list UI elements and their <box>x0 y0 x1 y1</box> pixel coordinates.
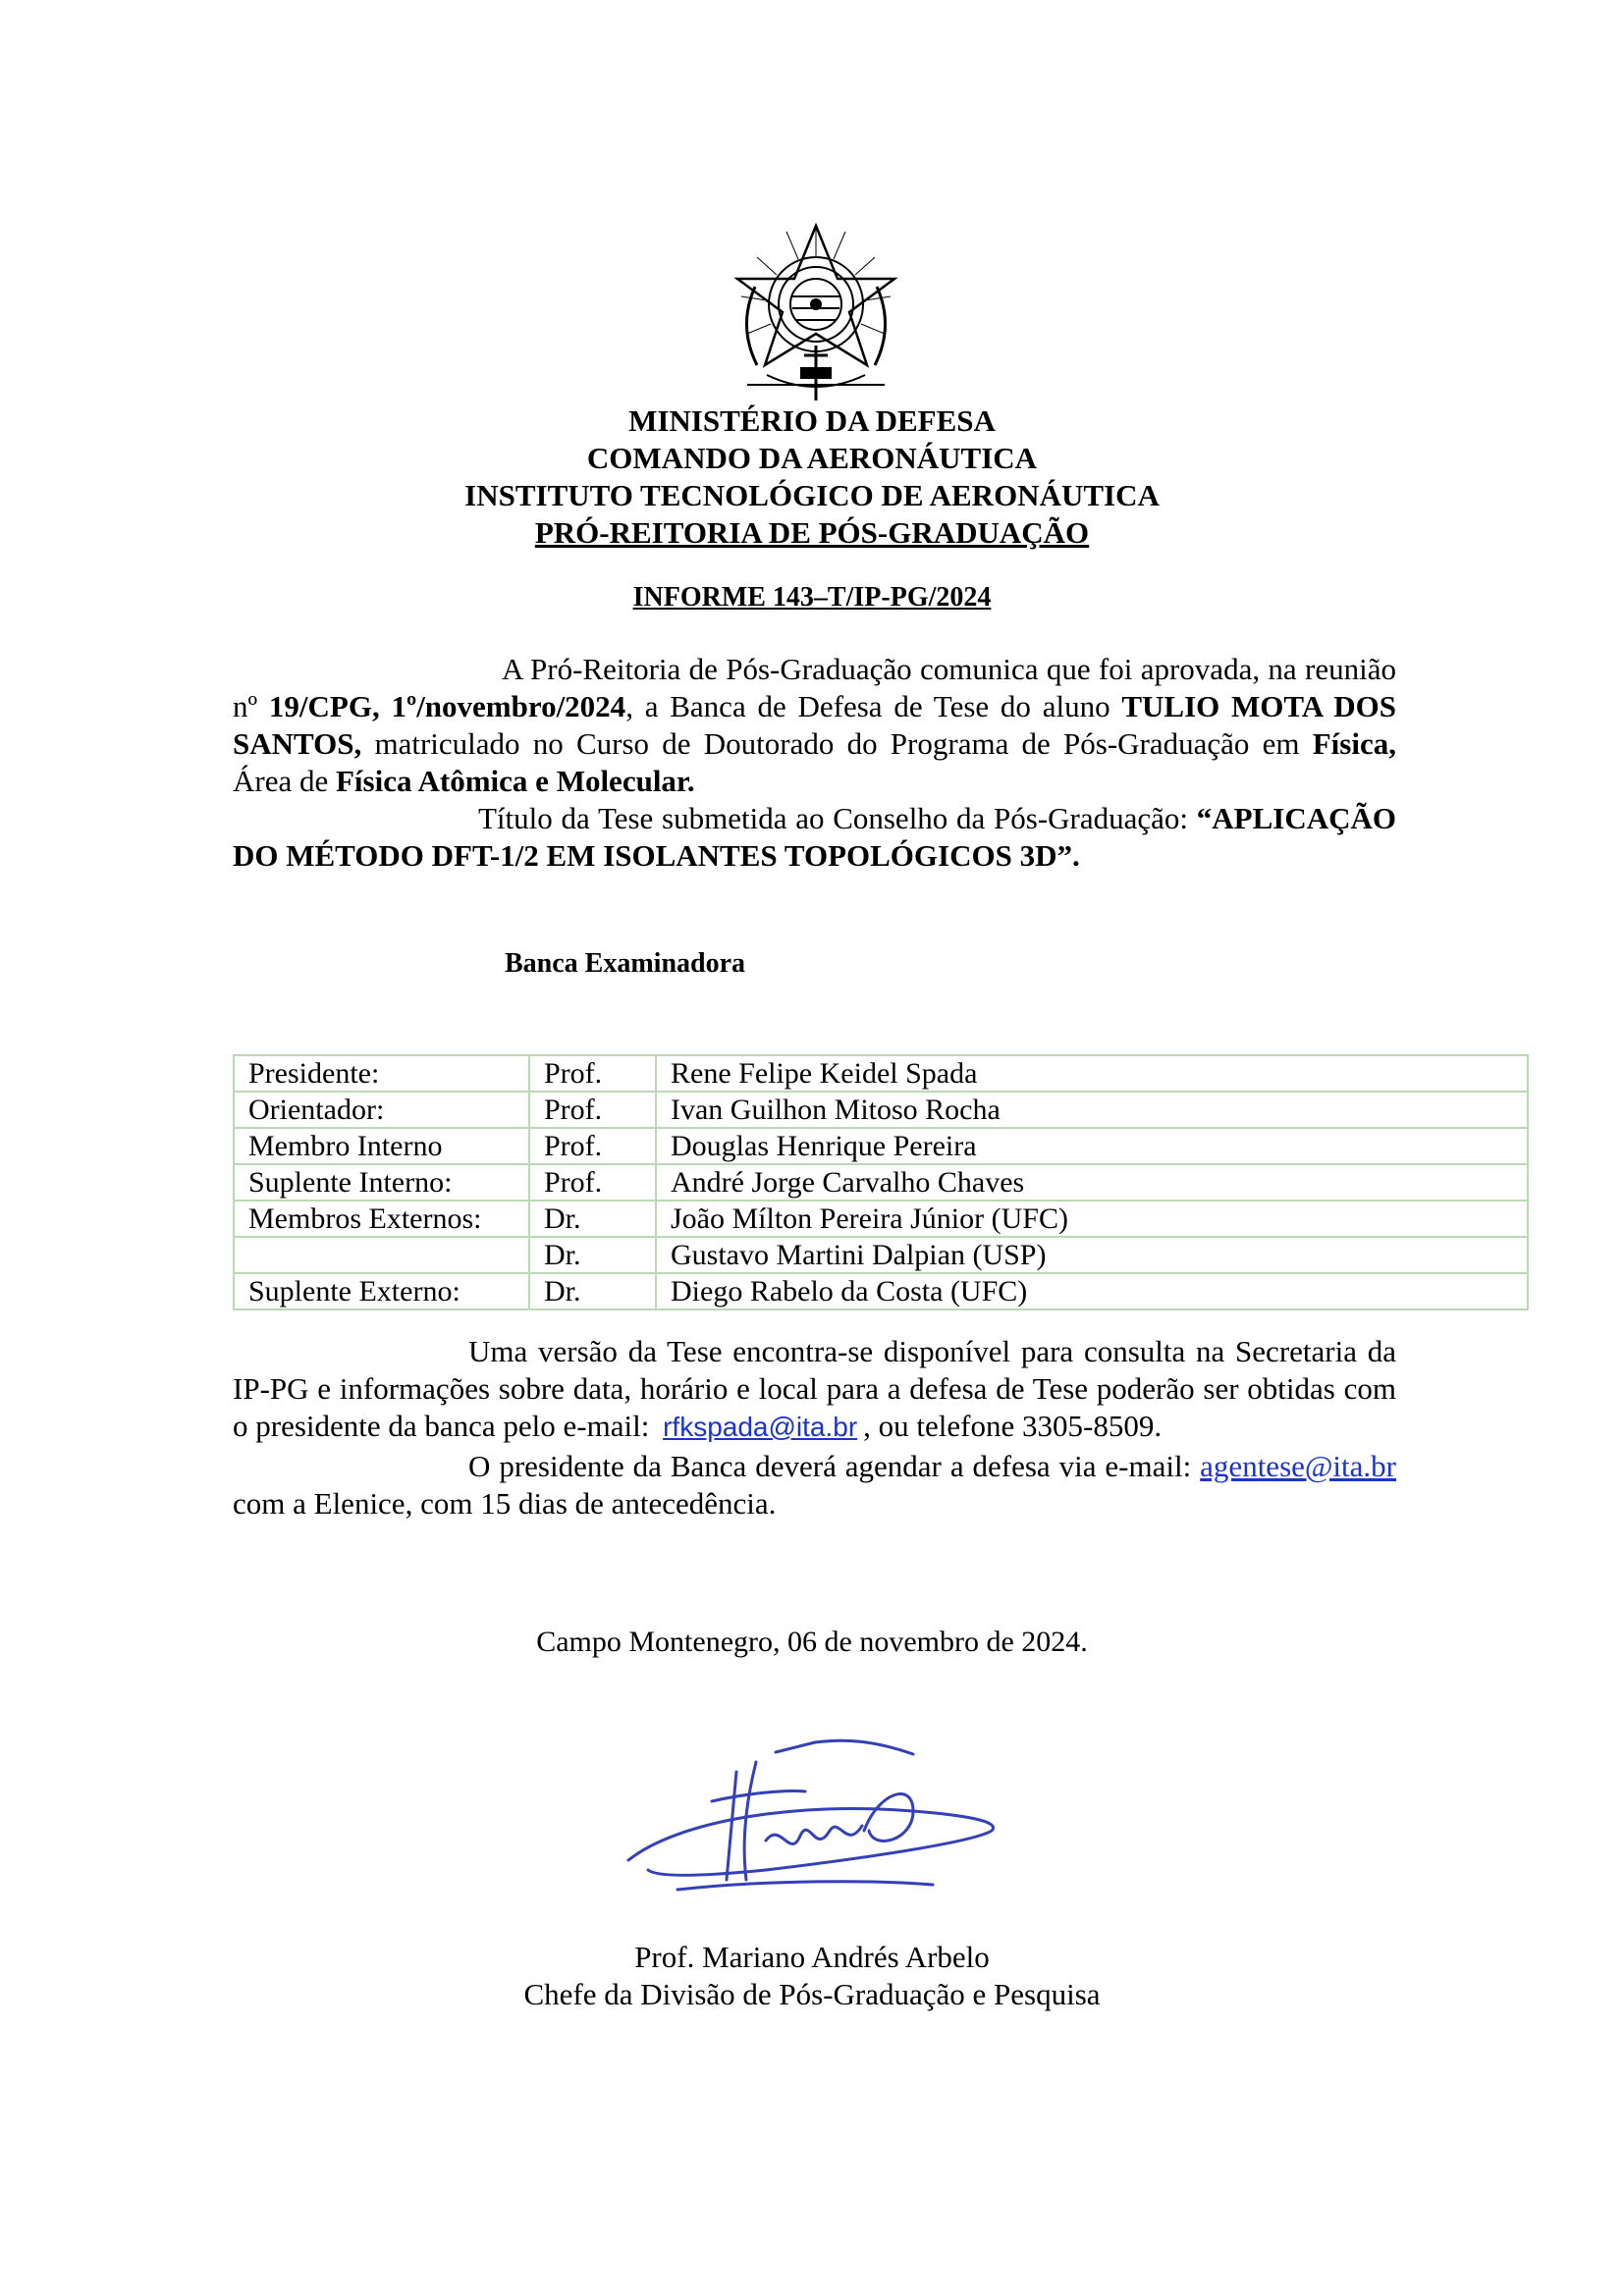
availability-paragraph <box>233 1333 1396 1446</box>
committee-role: Orientador: <box>234 1092 529 1128</box>
committee-title: Dr. <box>529 1201 656 1237</box>
signer-name: Prof. Mariano Andrés Arbelo <box>634 1940 990 1974</box>
text-run: matriculado no Curso de Doutorado do Programa de Pós-Graduação em <box>361 726 1313 761</box>
letterhead <box>0 402 1624 552</box>
committee-heading: Banca Examinadora <box>505 948 746 979</box>
signer-position: Chefe da Divisão de Pós-Graduação e Pesquisa <box>523 1977 1101 2011</box>
committee-row <box>234 1273 1528 1309</box>
document-number: INFORME 143–T/IP-PG/2024 <box>632 582 992 613</box>
text-run: A Pró-Reitoria de Pós-Graduação comunica que foi aprovada, na reunião nº <box>233 652 1396 723</box>
committee-member-name: Gustavo Martini Dalpian (USP) <box>656 1237 1528 1273</box>
text-run: Título da Tese submetida ao Conselho da Pós-Graduação: <box>478 801 1197 835</box>
program-name: Física, <box>1312 726 1396 761</box>
approval-paragraph <box>233 651 1396 800</box>
committee-role: Membro Interno <box>234 1128 529 1164</box>
header-institute: INSTITUTO TECNOLÓGICO DE AERONÁUTICA <box>464 478 1160 512</box>
president-email-link[interactable]: rfkspada@ita.br <box>663 1412 858 1442</box>
meeting-reference: 19/CPG, 1º/novembro/2024 <box>268 689 626 723</box>
text-run: O presidente da Banca deverá agendar a defesa via e-mail: <box>468 1449 1201 1483</box>
committee-role: Suplente Interno: <box>234 1164 529 1201</box>
committee-title: Dr. <box>529 1237 656 1273</box>
area-name: Física Atômica e Molecular. <box>336 764 695 798</box>
scheduling-paragraph <box>233 1448 1396 1522</box>
committee-role <box>234 1237 529 1273</box>
committee-member-name: André Jorge Carvalho Chaves <box>656 1164 1528 1201</box>
committee-member-name: Diego Rabelo da Costa (UFC) <box>656 1273 1528 1309</box>
thesis-title-paragraph <box>233 800 1396 875</box>
committee-row <box>234 1201 1528 1237</box>
committee-member-name: Rene Felipe Keidel Spada <box>656 1055 1528 1092</box>
place-and-date: Campo Montenegro, 06 de novembro de 2024. <box>536 1626 1088 1658</box>
thesis-title: “APLICAÇÃO DO MÉTODO DFT-1/2 EM ISOLANTES TOPOLÓGICOS 3D”. <box>233 801 1396 873</box>
committee-title: Prof. <box>529 1055 656 1092</box>
committee-title: Prof. <box>529 1092 656 1128</box>
text-run: com a Elenice, com 15 dias de antecedência. <box>233 1486 777 1521</box>
committee-member-name: João Mílton Pereira Júnior (UFC) <box>656 1201 1528 1237</box>
committee-role: Presidente: <box>234 1055 529 1092</box>
committee-title: Prof. <box>529 1164 656 1201</box>
committee-row <box>234 1164 1528 1201</box>
committee-row <box>234 1128 1528 1164</box>
signer-block <box>0 1939 1624 2013</box>
committee-member-name: Douglas Henrique Pereira <box>656 1128 1528 1164</box>
header-department: PRÓ-REITORIA DE PÓS-GRADUAÇÃO <box>534 515 1090 550</box>
text-run: , a Banca de Defesa de Tese do aluno <box>625 689 1122 723</box>
text-run: Uma versão da Tese encontra-se disponível para consulta na Secretaria da IP-PG e informações sobre data, horário e local para a defesa de Tese poderão ser obtidas com o presidente da banca pelo e-mail: <box>233 1334 1396 1443</box>
committee-role: Suplente Externo: <box>234 1273 529 1309</box>
header-command: COMANDO DA AERONÁUTICA <box>586 441 1038 475</box>
committee-title: Prof. <box>529 1128 656 1164</box>
committee-title: Dr. <box>529 1273 656 1309</box>
student-name: TULIO MOTA DOS SANTOS, <box>233 689 1396 761</box>
scheduling-email-link[interactable]: agentese@ita.br <box>1200 1449 1396 1483</box>
committee-member-name: Ivan Guilhon Mitoso Rocha <box>656 1092 1528 1128</box>
committee-row <box>234 1237 1528 1273</box>
coat-of-arms-emblem <box>728 218 904 402</box>
text-run: Área de <box>233 764 336 798</box>
header-ministry: MINISTÉRIO DA DEFESA <box>628 403 996 438</box>
committee-role: Membros Externos: <box>234 1201 529 1237</box>
handwritten-signature <box>619 1733 1011 1909</box>
text-run: , ou telefone 3305-8509. <box>863 1409 1163 1443</box>
committee-table <box>233 1054 1529 1310</box>
committee-row <box>234 1092 1528 1128</box>
committee-row <box>234 1055 1528 1092</box>
